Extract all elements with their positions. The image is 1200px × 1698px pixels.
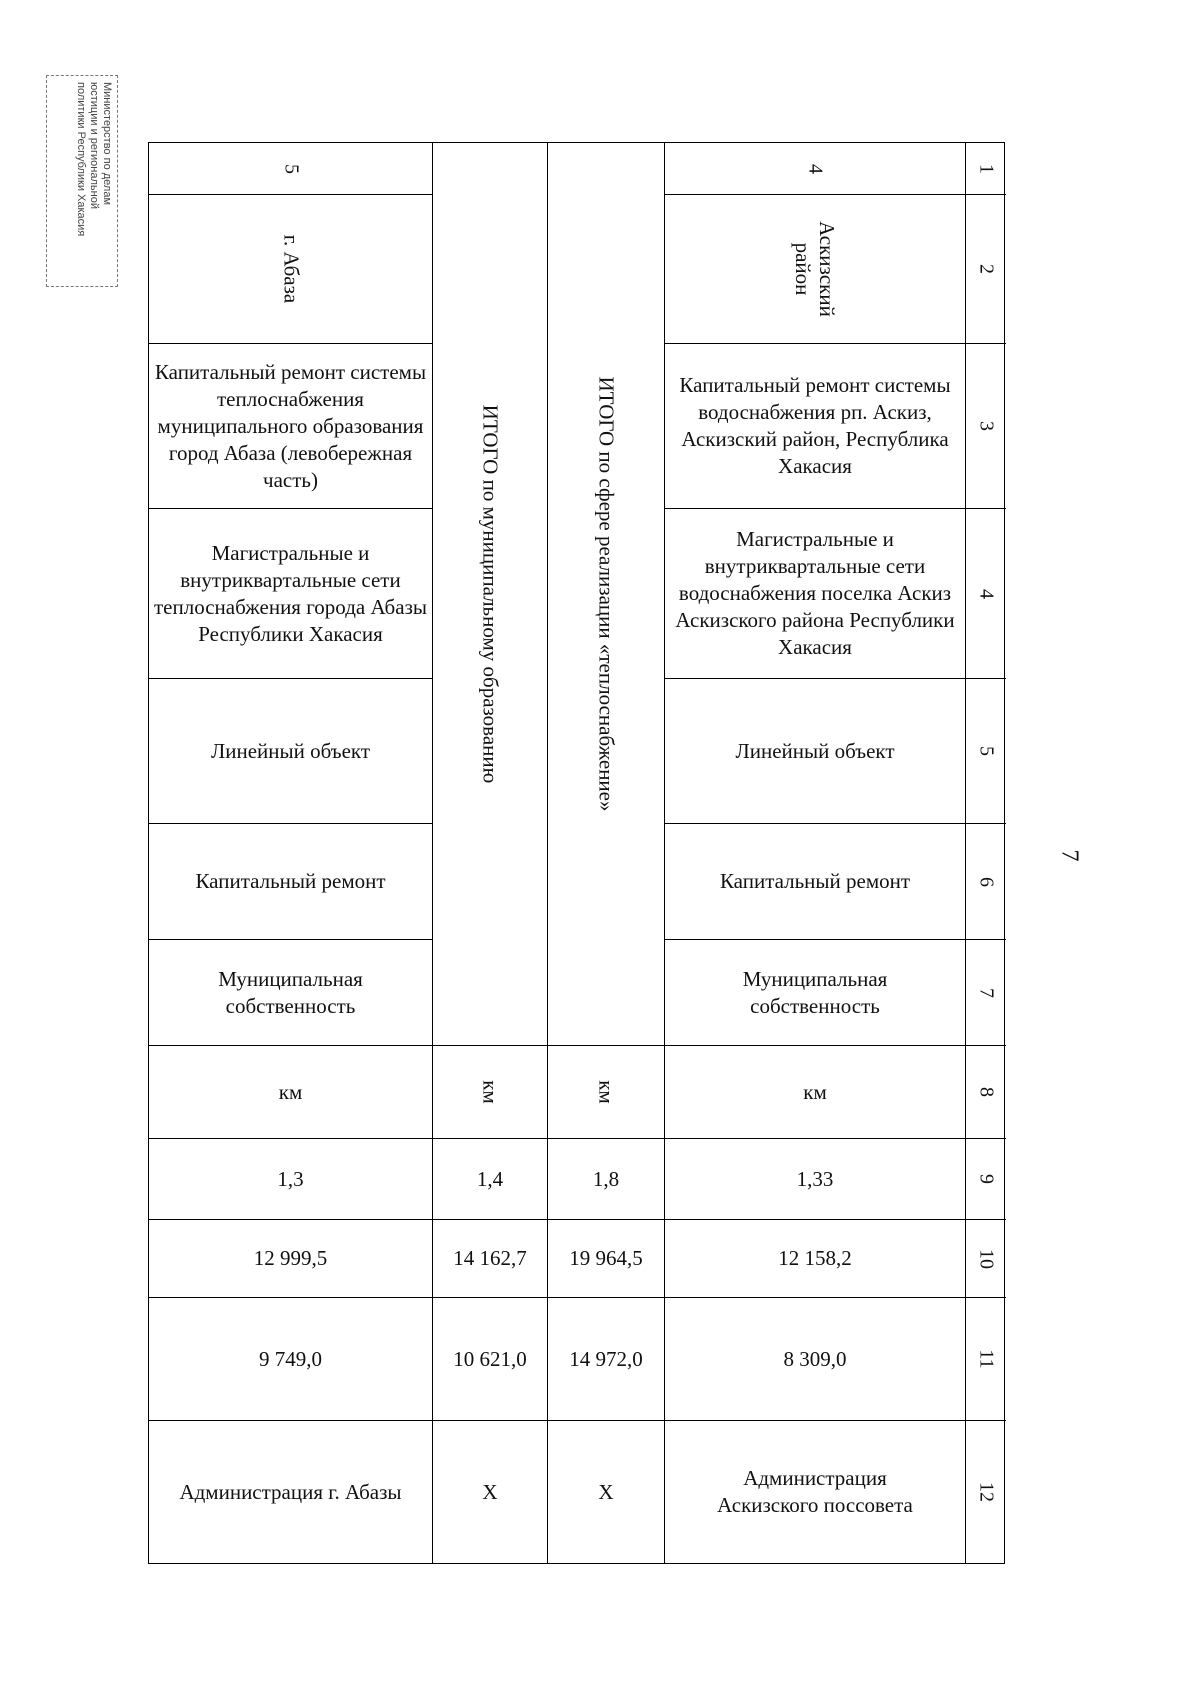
abaza-municipality: г. Абаза xyxy=(149,195,433,344)
total-municipality-unit: км xyxy=(433,1046,548,1139)
stamp-line: политики Республики Хакасия xyxy=(75,82,87,237)
total-municipality-cost: 14 162,7 xyxy=(433,1220,548,1298)
col-number-8: 8 xyxy=(966,1046,1006,1139)
total-sphere-subsidy: 14 972,0 xyxy=(548,1298,665,1421)
stamp-line: юстиции и региональной xyxy=(88,82,100,209)
askiz-capacity: 1,33 xyxy=(665,1139,966,1220)
stamp-text xyxy=(53,82,113,282)
abaza-customer: Администрация г. Абазы xyxy=(149,1421,433,1563)
stamp-line: Министерство по делам xyxy=(101,82,113,206)
data-table xyxy=(148,142,1005,1564)
askiz-type: Линейный объект xyxy=(665,679,966,824)
total-sphere-label: ИТОГО по сфере реализации «теплоснабжение» xyxy=(548,143,665,1046)
col-number-1: 1 xyxy=(966,143,1006,195)
askiz-ownership: Муниципальная собственность xyxy=(665,940,966,1046)
col-number-9: 9 xyxy=(966,1139,1006,1220)
total-municipality-capacity: 1,4 xyxy=(433,1139,548,1220)
col-number-4: 4 xyxy=(966,509,1006,679)
col-number-6: 6 xyxy=(966,824,1006,940)
total-sphere-unit: км xyxy=(548,1046,665,1139)
abaza-type: Линейный объект xyxy=(149,679,433,824)
askiz-subsidy: 8 309,0 xyxy=(665,1298,966,1421)
askiz-municipality: Аскизский район xyxy=(665,195,966,344)
abaza-work: Капитальный ремонт xyxy=(149,824,433,940)
abaza-cost: 12 999,5 xyxy=(149,1220,433,1298)
abaza-capacity: 1,3 xyxy=(149,1139,433,1220)
total-sphere-customer: Х xyxy=(548,1421,665,1563)
registration-stamp xyxy=(46,75,118,287)
col-number-11: 11 xyxy=(966,1298,1006,1421)
page-number: 7 xyxy=(1056,849,1083,862)
abaza-subsidy: 9 749,0 xyxy=(149,1298,433,1421)
abaza-ownership: Муниципальная собственность xyxy=(149,940,433,1046)
askiz-customer: Администрация Аскизского поссовета xyxy=(665,1421,966,1563)
total-municipality-subsidy: 10 621,0 xyxy=(433,1298,548,1421)
total-sphere-capacity: 1,8 xyxy=(548,1139,665,1220)
col-number-12: 12 xyxy=(975,1482,998,1502)
total-sphere-cost: 19 964,5 xyxy=(548,1220,665,1298)
total-municipality-label: ИТОГО по муниципальному образованию xyxy=(433,143,548,1046)
abaza-name: Магистральные и внутриквартальные сети теплоснабжения города Абазы Республики Хакасия xyxy=(149,509,433,679)
abaza-num: 5 xyxy=(149,143,433,195)
askiz-num: 4 xyxy=(665,143,966,195)
abaza-object: Капитальный ремонт системы теплоснабжения муниципального образования город Абаза (левобережная часть) xyxy=(149,344,433,509)
askiz-object: Капитальный ремонт системы водоснабжения рп. Аскиз, Аскизский район, Республика Хакасия xyxy=(665,344,966,509)
askiz-work: Капитальный ремонт xyxy=(665,824,966,940)
total-municipality-customer: Х xyxy=(433,1421,548,1563)
col-number-5: 5 xyxy=(966,679,1006,824)
col-number-10: 10 xyxy=(966,1220,1006,1298)
askiz-unit: км xyxy=(665,1046,966,1139)
col-number-2: 2 xyxy=(966,195,1006,344)
abaza-unit: км xyxy=(149,1046,433,1139)
col-number-7: 7 xyxy=(966,940,1006,1046)
askiz-name: Магистральные и внутриквартальные сети водоснабжения поселка Аскиз Аскизского района Республики Хакасия xyxy=(665,509,966,679)
col-number-3: 3 xyxy=(966,344,1006,509)
askiz-cost: 12 158,2 xyxy=(665,1220,966,1298)
